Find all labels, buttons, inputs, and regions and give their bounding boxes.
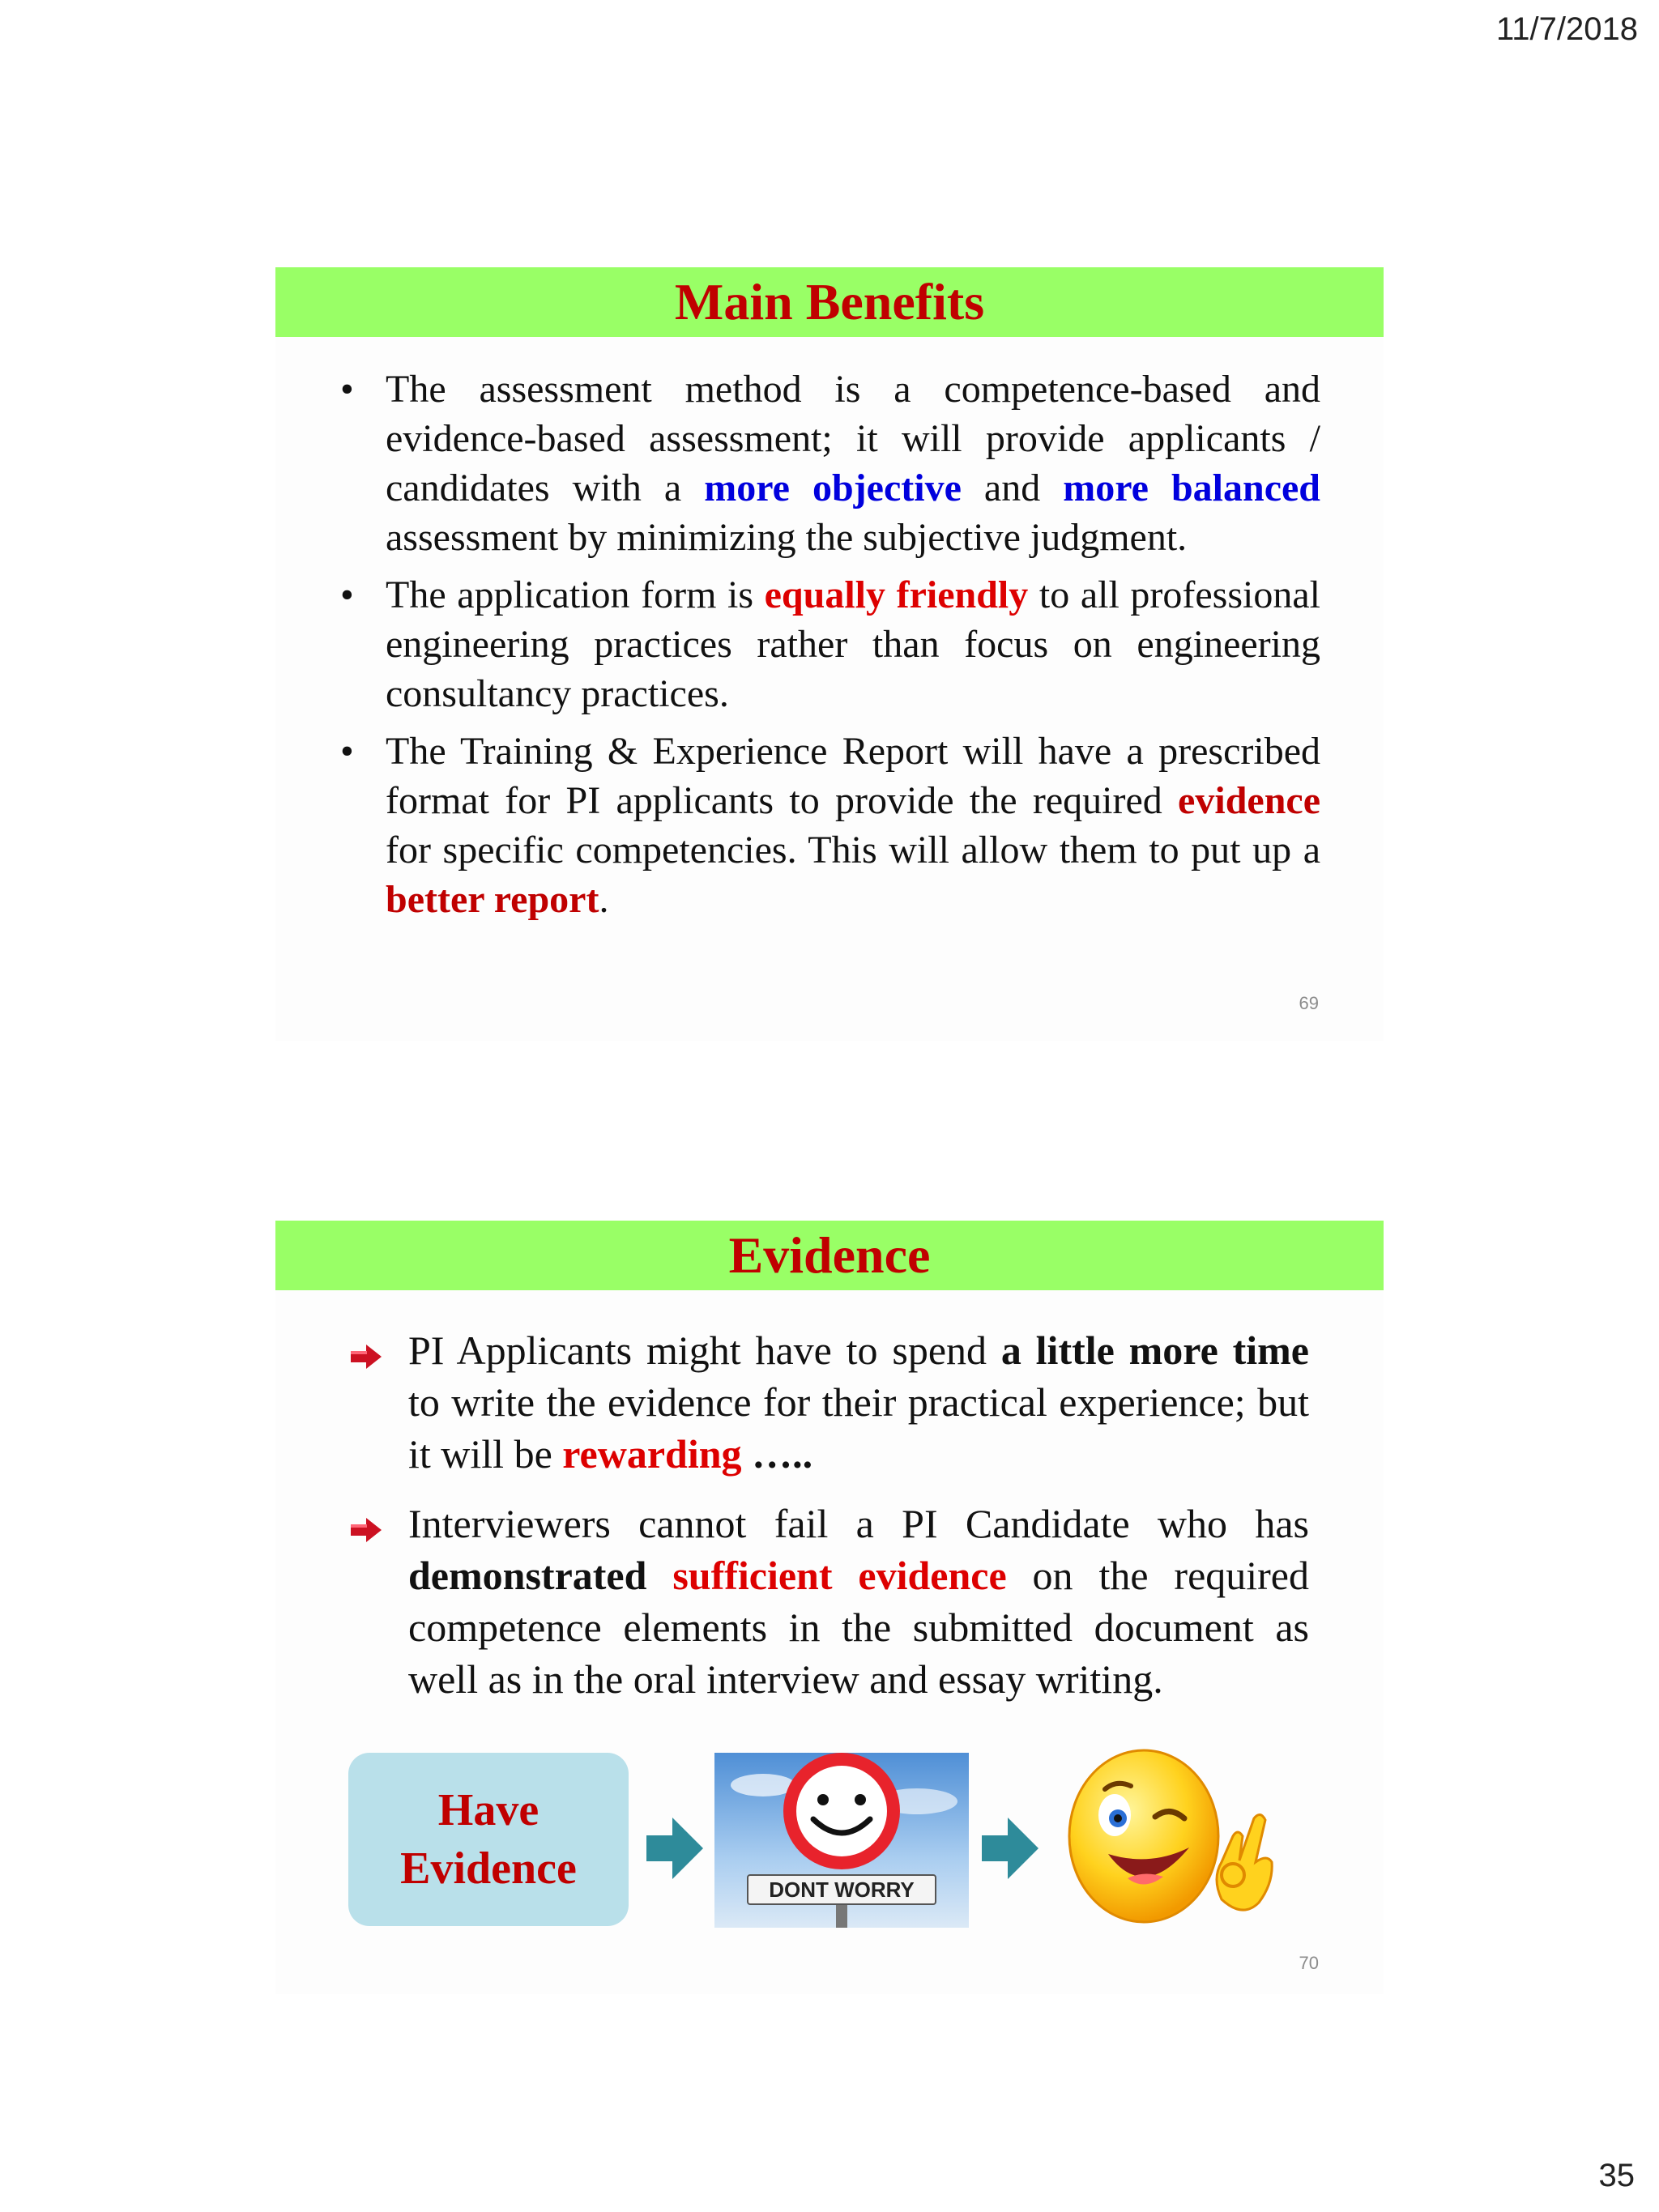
bullet-item [340,570,1320,718]
bullet-item [350,1498,1309,1705]
bullet-text: The Training & Experience Report will have a prescribed format for PI applicants to provide the required evidence for specific competencies. This will allow them to put up a better report. [386,730,1320,921]
highlight-text: sufficient evidence [672,1553,1007,1598]
bullet-text: The assessment method is a competence-based and evidence-based assessment; it will provide applicants / candidates with a more objective and more balanced assessment by minimizing the subjective judgment. [386,368,1321,559]
box-line: Evidence [400,1843,577,1894]
highlight-text: more objective [704,467,962,509]
page-number: 35 [1598,2158,1635,2193]
right-arrow-icon [982,1818,1038,1883]
slide-title: Evidence [728,1226,931,1284]
winking-emoji-ok-hand-icon [1060,1741,1278,1929]
page-date: 11/7/2018 [1496,11,1638,47]
box-line: Have [437,1785,539,1835]
slide-number: 69 [1299,993,1319,1013]
sign-caption: DONT WORRY [747,1874,936,1905]
right-arrow-icon [646,1818,703,1883]
bullet-dot-icon: • [340,730,354,773]
slide-number: 70 [1299,1953,1319,1973]
bullet-text: The application form is equally friendly to all professional engineering practices rather than focus on engineering consultancy practices. [386,573,1321,715]
have-evidence-box [348,1753,629,1926]
bullet-list [350,1324,1309,1723]
highlight-text: more balanced [1063,467,1321,509]
bullet-item [340,727,1320,924]
dont-worry-sign-image [714,1753,969,1928]
bullet-dot-icon: • [340,573,354,616]
slide-title: Main Benefits [674,273,985,330]
bullet-item [340,364,1320,562]
title-bar [275,1221,1384,1290]
bullet-text: Interviewers cannot fail a PI Candidate who has demonstrated sufficient evidence on the required competence elements in the submitted document as well as in the oral interview and essay writing. [408,1501,1309,1702]
highlight-text: rewarding [562,1431,742,1477]
bullet-text: PI Applicants might have to spend a little more time to write the evidence for their practical experience; but it will be rewarding ….. [408,1328,1309,1477]
title-bar [275,267,1384,337]
bullet-list [340,364,1320,932]
bold-text: demonstrated [408,1553,647,1598]
highlight-text: equally friendly [764,573,1029,616]
bullet-dot-icon: • [340,368,354,411]
bold-text: ….. [741,1431,813,1477]
red-arrow-bullet-icon [350,1498,408,1705]
bold-text: a little more time [1000,1328,1309,1373]
highlight-text: better report [386,878,599,921]
slide-evidence [275,1221,1384,1994]
bullet-item [350,1324,1309,1480]
red-arrow-bullet-icon [350,1324,408,1480]
highlight-text: evidence [1178,779,1320,822]
slide-main-benefits [275,267,1384,1041]
